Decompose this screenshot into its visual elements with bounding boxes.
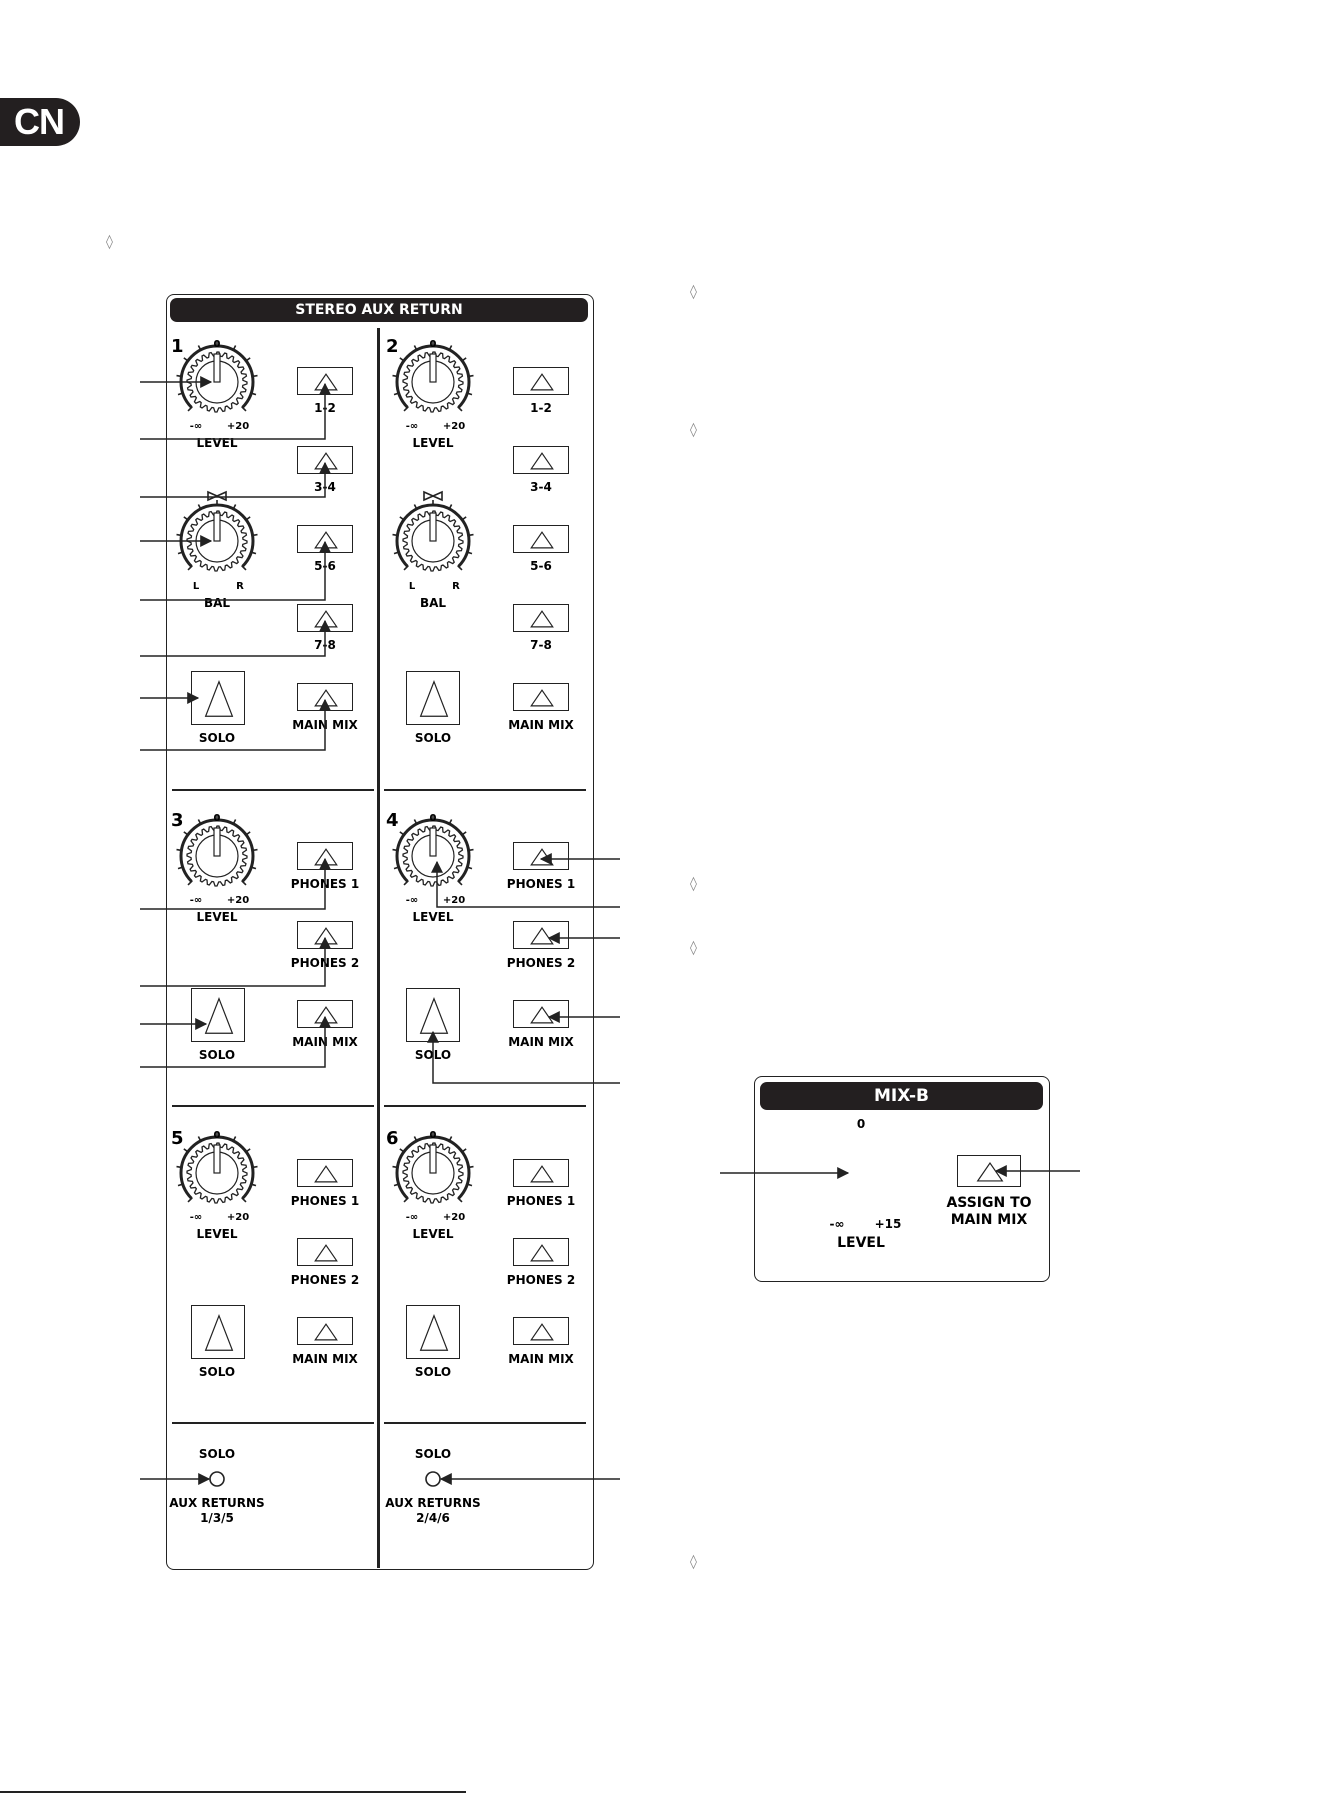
triangle-icon bbox=[298, 1239, 354, 1267]
button-label: 3-4 bbox=[530, 480, 552, 494]
level-knob-label: LEVEL bbox=[196, 436, 238, 450]
note-bullet: ◊ bbox=[690, 422, 697, 438]
note-bullet: ◊ bbox=[690, 284, 697, 300]
button-label: MAIN MIX bbox=[292, 1352, 358, 1366]
triangle-icon bbox=[514, 1001, 570, 1029]
knob-top-mark: 0 bbox=[429, 1130, 437, 1141]
main-mix-button[interactable] bbox=[297, 683, 353, 711]
phones-2-button[interactable] bbox=[513, 921, 569, 949]
solo-label: SOLO bbox=[414, 1048, 452, 1062]
button-label: PHONES 1 bbox=[290, 1194, 360, 1208]
triangle-icon bbox=[298, 447, 354, 475]
triangle-icon bbox=[298, 1318, 354, 1346]
button-label: 7-8 bbox=[530, 638, 552, 652]
assign-3-4-button[interactable] bbox=[297, 446, 353, 474]
triangle-icon bbox=[192, 1306, 246, 1360]
triangle-icon bbox=[298, 1001, 354, 1029]
phones-1-button[interactable] bbox=[513, 1159, 569, 1187]
knob-min-mark: -∞ bbox=[405, 1212, 419, 1223]
section-divider bbox=[384, 789, 586, 791]
solo-button[interactable] bbox=[406, 671, 460, 725]
note-bullet: ◊ bbox=[106, 234, 113, 250]
level-knob-label: LEVEL bbox=[196, 910, 238, 924]
assign-1-2-button[interactable] bbox=[297, 367, 353, 395]
phones-1-button[interactable] bbox=[297, 842, 353, 870]
button-label: 3-4 bbox=[314, 480, 336, 494]
triangle-icon bbox=[958, 1156, 1022, 1188]
triangle-icon bbox=[298, 922, 354, 950]
knob-max-mark: +20 bbox=[226, 1212, 250, 1223]
main-mix-button[interactable] bbox=[513, 1317, 569, 1345]
bal-left-mark: L bbox=[192, 581, 200, 592]
button-label: 1-2 bbox=[530, 401, 552, 415]
button-label: PHONES 2 bbox=[290, 956, 360, 970]
phones-2-button[interactable] bbox=[297, 1238, 353, 1266]
panel-title: STEREO AUX RETURN bbox=[170, 298, 588, 322]
triangle-icon bbox=[407, 672, 461, 726]
triangle-icon bbox=[514, 684, 570, 712]
channel-number: 2 bbox=[386, 336, 399, 357]
knob-min-mark: -∞ bbox=[829, 1217, 845, 1231]
solo-button[interactable] bbox=[191, 671, 245, 725]
phones-1-button[interactable] bbox=[513, 842, 569, 870]
button-label: 7-8 bbox=[314, 638, 336, 652]
phones-2-button[interactable] bbox=[513, 1238, 569, 1266]
assign-label-line1: ASSIGN TO bbox=[946, 1195, 1032, 1211]
triangle-icon bbox=[514, 922, 570, 950]
triangle-icon bbox=[192, 672, 246, 726]
assign-1-2-button[interactable] bbox=[513, 367, 569, 395]
assign-7-8-button[interactable] bbox=[297, 604, 353, 632]
knob-max-mark: +20 bbox=[226, 895, 250, 906]
knob-top-mark: 0 bbox=[213, 1130, 221, 1141]
triangle-icon bbox=[514, 447, 570, 475]
assign-label-line2: MAIN MIX bbox=[950, 1212, 1028, 1228]
section-divider bbox=[384, 1105, 586, 1107]
button-label: PHONES 1 bbox=[506, 877, 576, 891]
button-label: PHONES 2 bbox=[506, 956, 576, 970]
section-divider bbox=[172, 1105, 374, 1107]
button-label: PHONES 1 bbox=[290, 877, 360, 891]
main-mix-button[interactable] bbox=[513, 683, 569, 711]
knob-max-mark: +20 bbox=[442, 895, 466, 906]
bal-knob-label: BAL bbox=[203, 596, 231, 610]
button-label: 1-2 bbox=[314, 401, 336, 415]
phones-1-button[interactable] bbox=[297, 1159, 353, 1187]
assign-5-6-button[interactable] bbox=[297, 525, 353, 553]
solo-led-label: SOLO bbox=[198, 1447, 236, 1461]
button-label: MAIN MIX bbox=[508, 1035, 574, 1049]
knob-min-mark: -∞ bbox=[189, 1212, 203, 1223]
button-label: PHONES 1 bbox=[506, 1194, 576, 1208]
channel-number: 1 bbox=[171, 336, 184, 357]
triangle-icon bbox=[514, 1160, 570, 1188]
knob-top-mark: 0 bbox=[213, 813, 221, 824]
triangle-icon bbox=[192, 989, 246, 1043]
level-knob-label: LEVEL bbox=[412, 1227, 454, 1241]
main-mix-button[interactable] bbox=[513, 1000, 569, 1028]
triangle-icon bbox=[407, 989, 461, 1043]
level-knob-label: LEVEL bbox=[412, 436, 454, 450]
solo-label: SOLO bbox=[198, 1365, 236, 1379]
channel-number: 3 bbox=[171, 810, 184, 831]
button-label: 5-6 bbox=[314, 559, 336, 573]
solo-button[interactable] bbox=[406, 1305, 460, 1359]
button-label: MAIN MIX bbox=[508, 1352, 574, 1366]
bal-right-mark: R bbox=[452, 581, 460, 592]
section-divider bbox=[172, 1422, 374, 1424]
knob-top-mark: 0 bbox=[429, 339, 437, 350]
triangle-icon bbox=[407, 1306, 461, 1360]
solo-label: SOLO bbox=[198, 731, 236, 745]
channel-number: 4 bbox=[386, 810, 399, 831]
knob-max-mark: +20 bbox=[442, 1212, 466, 1223]
level-knob-label: LEVEL bbox=[196, 1227, 238, 1241]
section-divider bbox=[384, 1422, 586, 1424]
solo-label: SOLO bbox=[414, 731, 452, 745]
aux-returns-label: AUX RETURNS bbox=[169, 1496, 265, 1510]
channel-number: 5 bbox=[171, 1128, 184, 1149]
main-mix-button[interactable] bbox=[297, 1317, 353, 1345]
knob-min-mark: -∞ bbox=[189, 895, 203, 906]
triangle-icon bbox=[298, 526, 354, 554]
triangle-icon bbox=[298, 684, 354, 712]
bal-left-mark: L bbox=[408, 581, 416, 592]
footer-rule bbox=[0, 1791, 466, 1793]
triangle-icon bbox=[514, 843, 570, 871]
triangle-icon bbox=[514, 605, 570, 633]
phones-2-button[interactable] bbox=[297, 921, 353, 949]
solo-button[interactable] bbox=[406, 988, 460, 1042]
triangle-icon bbox=[298, 1160, 354, 1188]
triangle-icon bbox=[298, 843, 354, 871]
note-bullet: ◊ bbox=[690, 940, 697, 956]
triangle-icon bbox=[514, 1239, 570, 1267]
section-divider bbox=[172, 789, 374, 791]
note-bullet: ◊ bbox=[690, 876, 697, 892]
solo-button[interactable] bbox=[191, 988, 245, 1042]
triangle-icon bbox=[514, 1318, 570, 1346]
knob-max-mark: +15 bbox=[874, 1217, 902, 1231]
language-badge: CN bbox=[0, 98, 80, 146]
button-label: 5-6 bbox=[530, 559, 552, 573]
triangle-icon bbox=[514, 526, 570, 554]
level-knob-label: LEVEL bbox=[412, 910, 454, 924]
button-label: MAIN MIX bbox=[508, 718, 574, 732]
channel-divider bbox=[377, 328, 380, 1568]
knob-min-mark: -∞ bbox=[189, 421, 203, 432]
aux-returns-label: AUX RETURNS bbox=[385, 1496, 481, 1510]
solo-label: SOLO bbox=[198, 1048, 236, 1062]
knob-min-mark: -∞ bbox=[405, 421, 419, 432]
knob-top-mark: 0 bbox=[856, 1117, 866, 1131]
triangle-icon bbox=[298, 605, 354, 633]
triangle-icon bbox=[514, 368, 570, 396]
main-mix-button[interactable] bbox=[297, 1000, 353, 1028]
assign-3-4-button[interactable] bbox=[513, 446, 569, 474]
button-label: MAIN MIX bbox=[292, 1035, 358, 1049]
assign-5-6-button[interactable] bbox=[513, 525, 569, 553]
level-knob-label: LEVEL bbox=[837, 1235, 885, 1251]
solo-button[interactable] bbox=[191, 1305, 245, 1359]
knob-top-mark: 0 bbox=[429, 813, 437, 824]
knob-max-mark: +20 bbox=[442, 421, 466, 432]
button-label: MAIN MIX bbox=[292, 718, 358, 732]
aux-returns-group: 2/4/6 bbox=[416, 1511, 450, 1525]
button-label: PHONES 2 bbox=[506, 1273, 576, 1287]
triangle-icon bbox=[298, 368, 354, 396]
note-bullet: ◊ bbox=[690, 1554, 697, 1570]
bal-right-mark: R bbox=[236, 581, 244, 592]
mix-b-title: MIX-B bbox=[760, 1082, 1043, 1110]
solo-led-label: SOLO bbox=[414, 1447, 452, 1461]
knob-min-mark: -∞ bbox=[405, 895, 419, 906]
knob-max-mark: +20 bbox=[226, 421, 250, 432]
assign-to-main-mix-button[interactable] bbox=[957, 1155, 1021, 1187]
bal-knob-label: BAL bbox=[419, 596, 447, 610]
button-label: PHONES 2 bbox=[290, 1273, 360, 1287]
channel-number: 6 bbox=[386, 1128, 399, 1149]
aux-returns-group: 1/3/5 bbox=[200, 1511, 234, 1525]
assign-7-8-button[interactable] bbox=[513, 604, 569, 632]
solo-label: SOLO bbox=[414, 1365, 452, 1379]
knob-top-mark: 0 bbox=[213, 339, 221, 350]
